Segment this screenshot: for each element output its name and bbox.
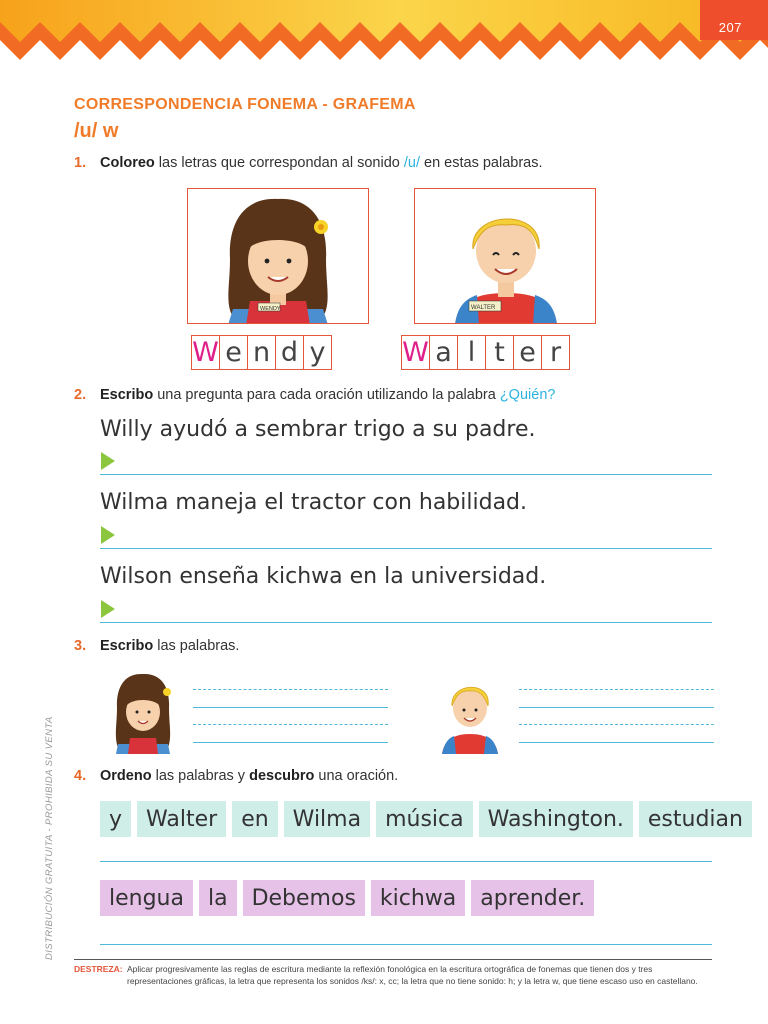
word-card[interactable]: estudian bbox=[639, 801, 752, 837]
answer-line-1[interactable] bbox=[100, 474, 712, 475]
answer-line-5[interactable] bbox=[100, 944, 712, 945]
exercise-number: 1. bbox=[74, 155, 87, 171]
word-card[interactable]: Wilma bbox=[284, 801, 370, 837]
word-cards-row-1 bbox=[100, 801, 752, 837]
word-card[interactable]: la bbox=[199, 880, 237, 916]
instruction-verb: Escribo bbox=[100, 638, 154, 654]
writing-line[interactable] bbox=[193, 707, 388, 708]
word-card[interactable]: Walter bbox=[137, 801, 226, 837]
letter-box[interactable]: a bbox=[429, 335, 458, 370]
letter-box[interactable]: y bbox=[303, 335, 332, 370]
section-title: CORRESPONDENCIA FONEMA - GRAFEMA bbox=[74, 96, 416, 113]
letter-box[interactable]: W bbox=[402, 337, 429, 368]
letter-box[interactable]: d bbox=[275, 335, 304, 370]
letter-box[interactable]: l bbox=[457, 335, 486, 370]
writing-line[interactable] bbox=[519, 742, 714, 743]
letter-box[interactable]: r bbox=[541, 335, 570, 370]
instruction-text-end: en estas palabras. bbox=[419, 155, 543, 171]
boy-small-illustration bbox=[438, 670, 502, 754]
instruction-verb: Escribo bbox=[100, 387, 154, 403]
writing-guide-dotted bbox=[519, 724, 714, 725]
exercise-number: 2. bbox=[74, 387, 87, 403]
instruction-verb-2: descubro bbox=[249, 768, 315, 784]
header-banner bbox=[0, 0, 768, 62]
instruction-text-end: una oración. bbox=[314, 768, 399, 784]
letter-box[interactable]: W bbox=[192, 337, 219, 368]
letter-box[interactable]: e bbox=[513, 335, 542, 370]
word-card[interactable]: y bbox=[100, 801, 131, 837]
instruction-text: las letras que correspondan al sonido bbox=[154, 155, 404, 171]
girl-name-tag: WENDY bbox=[260, 306, 281, 312]
exercise-1-instruction bbox=[74, 155, 543, 171]
letter-box[interactable]: t bbox=[485, 335, 514, 370]
boy-illustration-frame bbox=[414, 188, 596, 324]
exercise-number: 3. bbox=[74, 638, 87, 654]
word-card[interactable]: kichwa bbox=[371, 880, 465, 916]
answer-line-2[interactable] bbox=[100, 548, 712, 549]
instruction-verb: Coloreo bbox=[100, 155, 155, 171]
boy-illustration bbox=[415, 189, 596, 324]
writing-guide-dotted bbox=[519, 689, 714, 690]
girl-illustration-frame bbox=[187, 188, 369, 324]
footer-divider bbox=[74, 959, 712, 960]
arrow-icon bbox=[101, 526, 115, 544]
destreza-label: DESTREZA: bbox=[74, 964, 123, 974]
exercise-3-instruction bbox=[74, 638, 239, 654]
writing-guide-dotted bbox=[193, 724, 388, 725]
sentence-3: Wilson enseña kichwa en la universidad. bbox=[100, 564, 547, 589]
writing-line[interactable] bbox=[193, 742, 388, 743]
destreza-text: Aplicar progresivamente las reglas de escritura mediante la reflexión fonológica en la escritura ortográfica de fonemas que tienen dos y tres representaciones gráficas, la letra que representa los sonidos /ks/: x, cc; la letra que no tiene sonido: h; y la letra w, que tiene escaso uso en castellano. bbox=[127, 964, 698, 986]
instruction-text: las palabras. bbox=[153, 638, 240, 654]
letter-box[interactable]: e bbox=[219, 335, 248, 370]
exercise-4-instruction bbox=[74, 768, 398, 784]
arrow-icon bbox=[101, 600, 115, 618]
side-note: DISTRIBUCIÓN GRATUITA - PROHIBIDA SU VENTA bbox=[44, 716, 55, 960]
arrow-icon bbox=[101, 452, 115, 470]
word-cards-row-2 bbox=[100, 880, 594, 916]
sentence-1: Willy ayudó a sembrar trigo a su padre. bbox=[100, 417, 536, 442]
sentence-2: Wilma maneja el tractor con habilidad. bbox=[100, 490, 528, 515]
word-card[interactable]: en bbox=[232, 801, 277, 837]
word-walter-boxes bbox=[401, 335, 569, 370]
boy-name-tag: WALTER bbox=[471, 305, 496, 311]
question-keyword: ¿Quién? bbox=[499, 387, 556, 403]
word-card[interactable]: lengua bbox=[100, 880, 193, 916]
instruction-verb: Ordeno bbox=[100, 768, 152, 784]
word-card[interactable]: Debemos bbox=[243, 880, 365, 916]
exercise-number: 4. bbox=[74, 768, 87, 784]
sound-symbol: /u/ bbox=[403, 155, 420, 171]
instruction-text: las palabras y bbox=[151, 768, 250, 784]
section-subtitle: /u/ w bbox=[74, 120, 119, 142]
word-wendy-boxes bbox=[191, 335, 331, 370]
answer-line-3[interactable] bbox=[100, 622, 712, 623]
letter-box[interactable]: n bbox=[247, 335, 276, 370]
writing-line[interactable] bbox=[519, 707, 714, 708]
page-number: 207 bbox=[718, 20, 742, 35]
instruction-text: una pregunta para cada oración utilizando la palabra bbox=[153, 387, 500, 403]
exercise-2-instruction bbox=[74, 387, 555, 403]
word-card[interactable]: Washington. bbox=[479, 801, 633, 837]
girl-small-illustration bbox=[110, 670, 176, 754]
girl-illustration bbox=[188, 189, 369, 324]
answer-line-4[interactable] bbox=[100, 861, 712, 862]
word-card[interactable]: aprender. bbox=[471, 880, 594, 916]
writing-guide-dotted bbox=[193, 689, 388, 690]
word-card[interactable]: música bbox=[376, 801, 473, 837]
